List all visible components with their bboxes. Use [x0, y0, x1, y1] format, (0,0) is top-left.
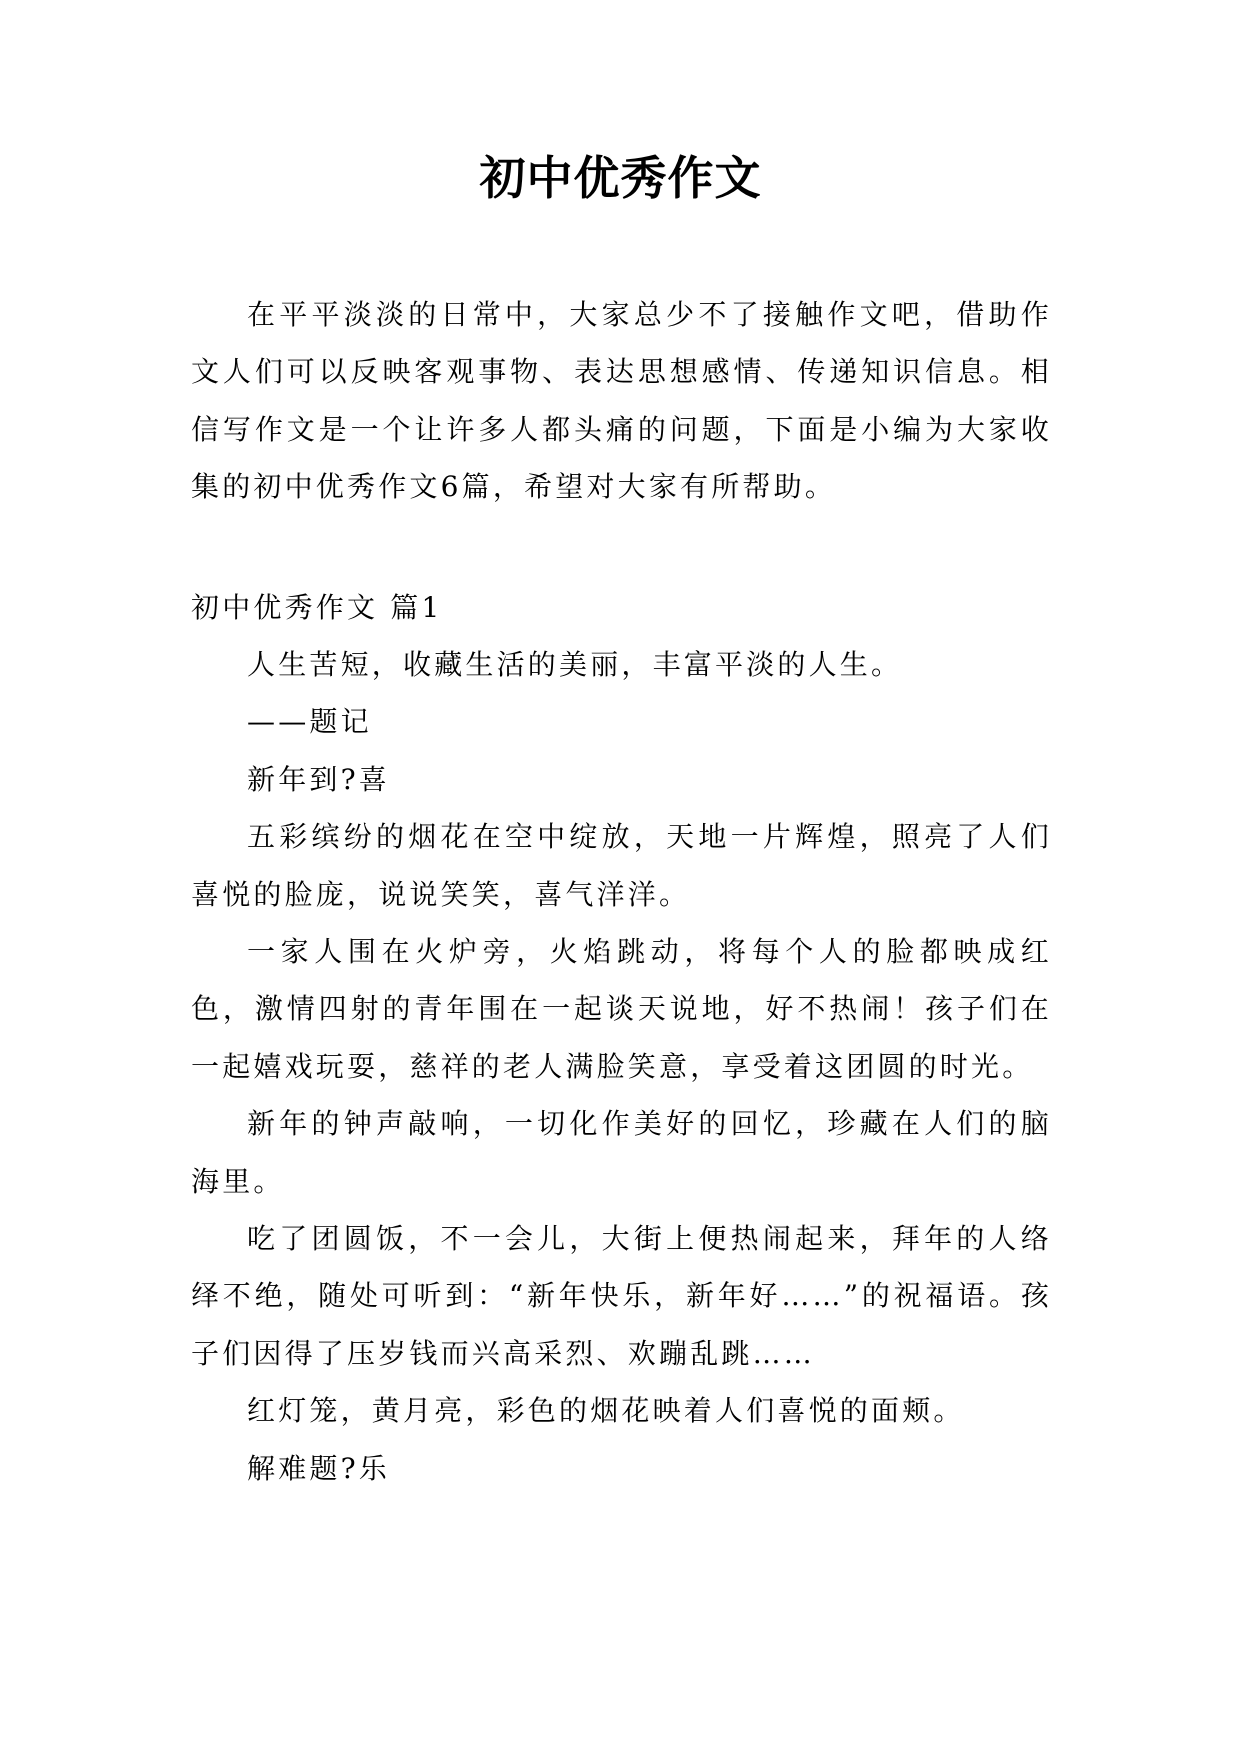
essay-paragraph: 解难题?乐: [247, 1451, 391, 1485]
essay-paragraph: ——题记: [247, 705, 372, 739]
essay-paragraph: 五彩缤纷的烟花在空中绽放，天地一片辉煌，照亮了人们喜悦的脸庞，说说笑笑，喜气洋洋。: [191, 820, 1052, 911]
essay-paragraph: 红灯笼，黄月亮，彩色的烟花映着人们喜悦的面颊。: [247, 1394, 965, 1428]
document-title: 初中优秀作文: [479, 151, 762, 205]
essay-paragraph: 新年到?喜: [247, 762, 391, 796]
intro-block: [191, 286, 1052, 516]
section-heading: 初中优秀作文 篇1: [191, 591, 443, 624]
essay-body: [191, 636, 1052, 1497]
essay-paragraph: 吃了团圆饭，不一会儿，大街上便热闹起来，拜年的人络绎不绝，随处可听到：“新年快乐，新年好……”的祝福语。孩子们因得了压岁钱而兴高采烈、欢蹦乱跳……: [191, 1222, 1052, 1370]
essay-paragraph: 新年的钟声敲响，一切化作美好的回忆，珍藏在人们的脑海里。: [191, 1107, 1052, 1198]
intro-paragraph: 在平平淡淡的日常中，大家总少不了接触作文吧，借助作文人们可以反映客观事物、表达思想感情、传递知识信息。相信写作文是一个让许多人都头痛的问题，下面是小编为大家收集的初中优秀作文6篇，希望对大家有所帮助。: [191, 298, 1052, 504]
essay-paragraph: 一家人围在火炉旁，火焰跳动，将每个人的脸都映成红色，激情四射的青年围在一起谈天说地，好不热闹！孩子们在一起嬉戏玩耍，慈祥的老人满脸笑意，享受着这团圆的时光。: [191, 935, 1052, 1083]
essay-paragraph: 人生苦短，收藏生活的美丽，丰富平淡的人生。: [247, 648, 903, 681]
